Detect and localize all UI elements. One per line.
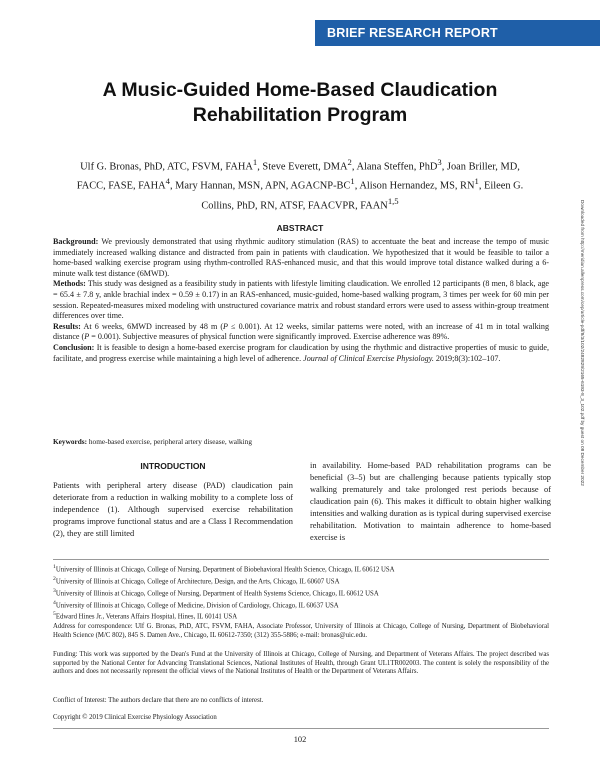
methods-text: This study was designed as a feasibility study in patients with lifestyle limiting claudication. We enrolled 12 participants (8 men, 8 black, age = 65.4 ± 7.8 y, ankle brachial index = 0.59 ± 0.17) in an RAS-enhanced, music-guided, home-based walking program, 3 times per week for 60 min per session. Repeated-measures mixed modeling with unstructured covariance matrix and robust standard errors were used to assess within-group treatment differences over time. (53, 279, 549, 321)
affiliation-item (53, 563, 549, 575)
correspondence: Address for correspondence: Ulf G. Bronas, PhD, ATC, FSVM, FAHA, Associate Professor, University of Illinois at Chicago, College of Nursing, Department of Biobehavioral Health Science (M/C 802), 845 S. Damen Ave., Chicago, IL 60612-7350; (312) 355-5886; e-mail: bronas@uic.edu. (53, 623, 549, 639)
abstract-background (53, 237, 549, 279)
author-name: , Eileen G. Collins, PhD, RN, ATSF, FAACVPR, FAAN (201, 180, 524, 212)
page-footer-divider (53, 728, 549, 729)
affiliation-text: University of Illinois at Chicago, College of Medicine, Division of Cardiology, Chicago, IL 60637 USA (55, 601, 339, 609)
results-label: Results: (53, 321, 81, 331)
affiliation-sup: 3 (437, 157, 442, 167)
results-text: At 6 weeks, 6MWD increased by 48 m ( (83, 321, 224, 331)
background-label: Background: (53, 237, 99, 246)
background-text: We previously demonstrated that using rhythmic auditory stimulation (RAS) to accentuate the beat and increase the tempo of music immediately increased walking distance and distracted from pain in patients with claudication. We hypothesized that it would be feasible to tailor a home-based walking exercise program using rhythm-controlled RAS-enhanced music, and that this would improve total distance walked during a 6-minute walk test distance (6MWD). (53, 237, 549, 278)
download-notice: Downloaded from http://meridian.allenpress.com/cep/article-pdf/8/3/102/2482829/2165-6193-8_3_102.pdf by guest on 08 December 2022 (580, 200, 585, 486)
affiliation-sup: 2 (53, 575, 56, 582)
author-name: , Joan Briller, MD, FACC, FASE, FAHA (76, 161, 520, 192)
author-name: , Steve Everett, DMA (257, 161, 348, 173)
affiliation-sup: 1,5 (387, 195, 399, 206)
affiliation-text: University of Illinois at Chicago, College of Nursing, Department of Biobehavioral Health Science, Chicago, IL 60612 USA (55, 566, 395, 574)
affiliation-sup: 1 (350, 176, 355, 187)
section-banner: BRIEF RESEARCH REPORT (315, 20, 600, 46)
page-number: 102 (293, 735, 307, 744)
affiliation-text: University of Illinois at Chicago, College of Nursing, Department of Health Systems Science, Chicago, IL 60612 USA (55, 589, 379, 597)
author-name: , Alana Steffen, PhD (351, 161, 438, 173)
introduction-heading: INTRODUCTION (140, 461, 206, 471)
affiliation-sup: 1 (252, 157, 258, 167)
p-value-symbol: P (223, 321, 228, 331)
affiliation-sup: 2 (347, 157, 352, 167)
keywords-text: home-based exercise, peripheral artery disease, walking (88, 437, 252, 446)
affiliation-item (53, 599, 549, 611)
article-title: A Music-Guided Home-Based Claudication Rehabilitation Program (102, 79, 498, 126)
abstract-body (53, 237, 549, 364)
abstract-results (53, 322, 549, 343)
footnote-divider (53, 559, 549, 560)
affiliation-sup: 1 (474, 176, 479, 187)
affiliation-text: University of Illinois at Chicago, College of Architecture, Design, and the Arts, Chicago, IL 60607 USA (55, 578, 340, 586)
affiliation-sup: 4 (165, 176, 170, 187)
author-list (70, 155, 530, 213)
p-value-symbol: P (84, 332, 90, 342)
affiliation-item (53, 575, 549, 587)
results-text: ≤ 0.001). At 12 weeks, similar patterns were noted, with an increase of 41 m in total walking distance ( (53, 321, 549, 342)
abstract-methods (53, 279, 549, 321)
keywords-label: Keywords: (53, 437, 88, 446)
intro-left-text: Patients with peripheral artery disease (PAD) claudication pain deteriorate from a reduction in walking mobility to a complete loss of independence (1). Although supervised exercise rehabilitation programs improve functional status and are a Class I Recommendation (2), they are still limited (53, 481, 293, 538)
affiliations (53, 563, 549, 622)
affiliation-sup: 1 (53, 564, 56, 570)
intro-right-column (310, 460, 551, 544)
intro-left-column (53, 460, 293, 540)
author-name: , Alison Hernandez, MS, RN (354, 180, 475, 192)
author-name: Ulf G. Bronas, PhD, ATC, FSVM, FAHA (80, 161, 253, 173)
affiliation-item (53, 610, 549, 622)
conclusion-label: Conclusion: (53, 342, 95, 352)
affiliation-item (53, 587, 549, 599)
download-sidebar (577, 200, 587, 580)
keywords (53, 437, 549, 447)
affiliation-sup: 4 (53, 599, 56, 606)
affiliation-sup: 5 (53, 611, 56, 618)
conclusion-text: It is feasible to design a home-based exercise program for claudication by using the rhythmic and distractive properties of music to guide, facilitate, and progress exercise while maintaining a high level of adherence. (53, 342, 549, 363)
abstract-conclusion (53, 343, 549, 364)
conflict-statement: Conflict of Interest: The authors declare that there are no conflicts of interest. (53, 697, 264, 704)
methods-label: Methods: (53, 279, 86, 289)
funding-statement: Funding: This work was supported by the Dean's Fund at the University of Illinois at Chicago, College of Nursing, and Department of Veterans Affairs. The project described was supported by the National Center for Advancing Translational Sciences, National Institutes of Health, through Grant UL1TR002003. The content is solely the responsibility of the authors and does not necessarily represent the official views of the National Institutes of Health or the Department of Veterans Affairs. (53, 651, 549, 676)
author-name: , Mary Hannan, MSN, APN, AGACNP-BC (169, 180, 351, 192)
copyright: Copyright © 2019 Clinical Exercise Physiology Association (53, 714, 217, 721)
results-text: = 0.001). Subjective measures of physical function were significantly improved. Exercise adherence was 89%. (89, 332, 450, 342)
citation: 2019;8(3):102–107. (433, 353, 501, 363)
abstract-heading: ABSTRACT (276, 223, 324, 233)
affiliation-sup: 3 (53, 587, 56, 594)
affiliation-text: Edward Hines Jr., Veterans Affairs Hospital, Hines, IL 60141 USA (55, 613, 238, 621)
intro-right-text: in availability. Home-based PAD rehabilitation programs can be beneficial (3–5) but are challenging because patients typically stop walking prematurely and take prolonged rest periods because of claudication pain (6). This makes it difficult to obtain higher walking intensities and walking duration as is typical during supervised exercise rehabilitation. Motivation to maintain adherence to home-based exercise is (310, 461, 551, 542)
journal-name: Journal of Clinical Exercise Physiology. (303, 353, 434, 363)
